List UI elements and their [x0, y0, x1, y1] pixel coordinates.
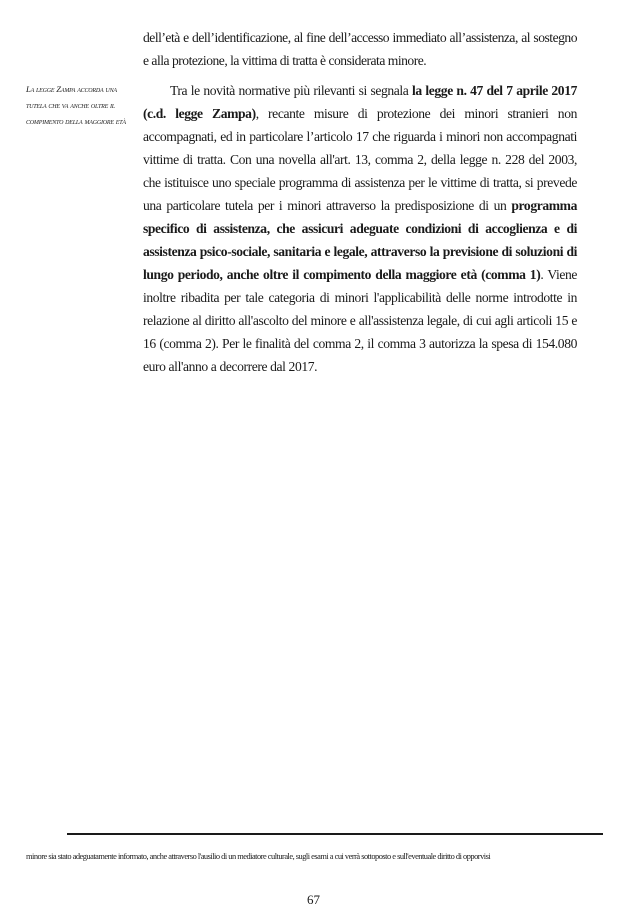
main-paragraph [143, 79, 577, 378]
text-run: Tra le novità normative più rilevanti si segnala [170, 83, 413, 98]
footnote: minore sia stato adeguatamente informato, anche attraverso l'ausilio di un mediatore culturale, sugli esami a cui verrà sottoposto e sull'eventuale diritto di opporvisi [26, 852, 491, 861]
text-run: . Viene inoltre ribadita per tale categoria di minori l'applicabilità delle norme introdotte in relazione al diritto all'ascolto del minore e all'assistenza legale, di cui agli articoli 15 e 16 (comma 2). Per le finalità del comma 2, il comma 3 autorizza la spesa di 154.080 euro all'anno a decorrere dal 2017. [143, 267, 577, 374]
text-run: , recante misure di protezione dei minori stranieri non accompagnati, ed in particolare l’articolo 17 che riguarda i minori non accompagnati vittime di tratta. Con una novella all'art. 13, comma 2, della legge n. 228 del 2003, che istituisce uno speciale programma di assistenza per le vittime di tratta, si prevede una particolare tutela per i minori attraverso la predisposizione di un [143, 106, 578, 213]
footnote-separator [67, 833, 603, 835]
page-number: 67 [307, 892, 320, 907]
continued-paragraph: dell’età e dell’identificazione, al fine dell’accesso immediato all’assistenza, al sostegno e alla protezione, la vittima di tratta è considerata minore. [143, 30, 577, 68]
bold-law-reference: la legge n. 47 del 7 aprile 2017 (c.d. legge Zampa) [143, 83, 577, 121]
bold-program-description: programma specifico di assistenza, che assicuri adeguate condizioni di accoglienza e di assistenza psico-sociale, sanitaria e legale, attraverso la previsione di soluzioni di lungo periodo, anche oltre il compimento della maggiore età (comma 1) [143, 198, 577, 282]
main-body [143, 79, 577, 378]
margin-note: La legge Zampa accorda una tutela che va anche oltre il compimento della maggiore età [26, 84, 126, 126]
